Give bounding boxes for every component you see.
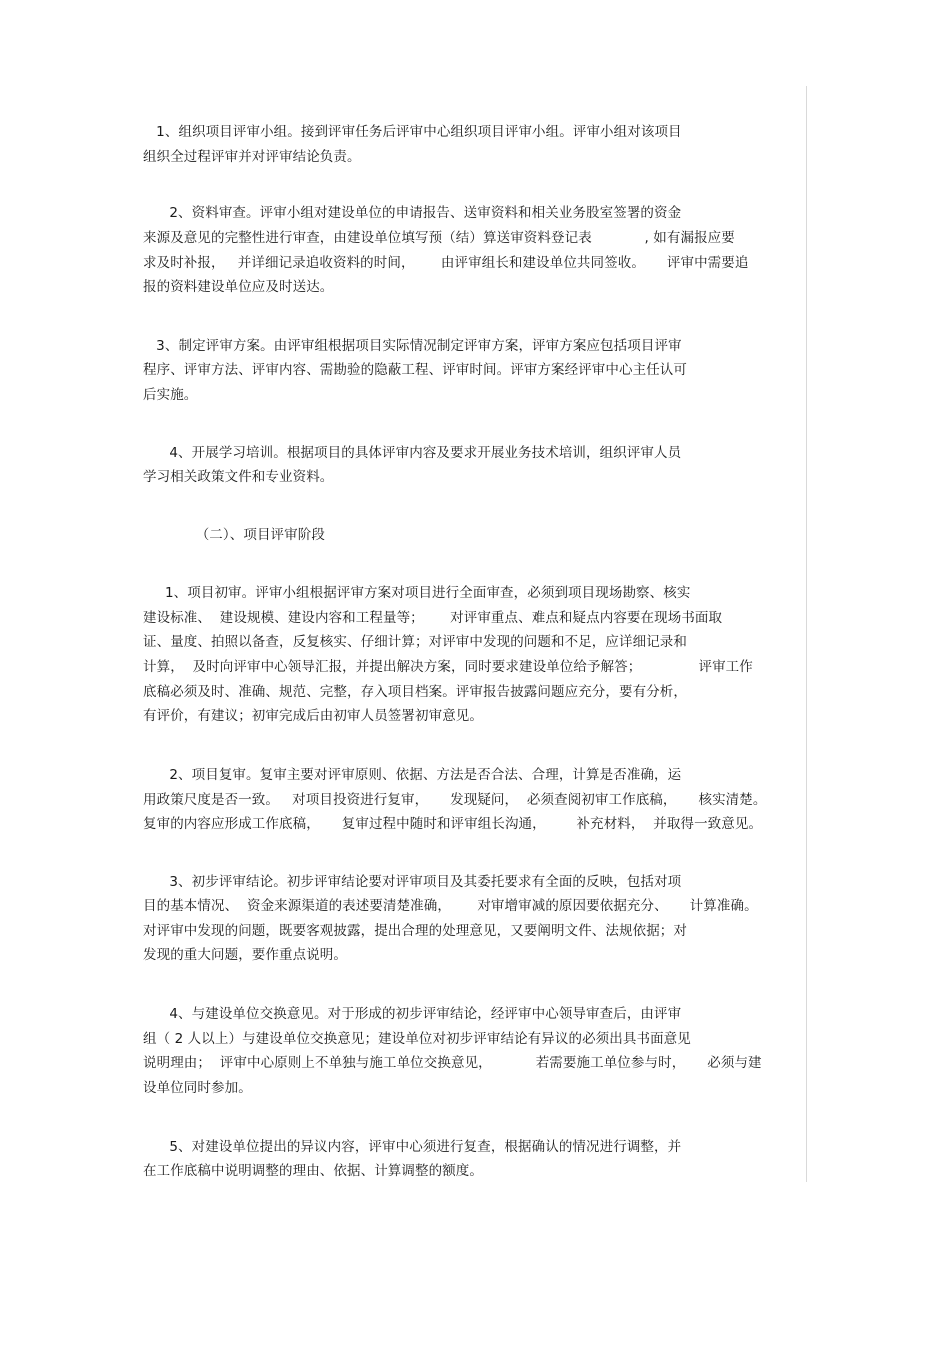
text-line: 1、组织项目评审小组。接到评审任务后评审中心组织项目评审小组。评审小组对该项目 <box>143 124 682 140</box>
text-line: 证、量度、拍照以备查，反复核实、仔细计算；对评审中发现的问题和不足，应详细记录和 <box>143 634 687 650</box>
text-line: 复审的内容应形成工作底稿， 复审过程中随时和评审组长沟通， 补充材料， 并取得一致意见。 <box>143 816 763 832</box>
text-line: 4、与建设单位交换意见。对于形成的初步评审结论，经评审中心领导审查后，由评审 <box>143 1006 682 1022</box>
text-line: 后实施。 <box>143 387 198 403</box>
text-line: 用政策尺度是否一致。 对项目投资进行复审， 发现疑问， 必须查阅初审工作底稿， 核实清楚。 <box>143 792 767 808</box>
text-line: 设单位同时参加。 <box>143 1080 252 1096</box>
text-line: 底稿必须及时、准确、规范、完整，存入项目档案。评审报告披露问题应充分，要有分析， <box>143 684 687 700</box>
text-line: 5、对建设单位提出的异议内容，评审中心须进行复查，根据确认的情况进行调整，并 <box>143 1139 682 1155</box>
text-line: 1、项目初审。评审小组根据评审方案对项目进行全面审查，必须到项目现场勘察、核实 <box>143 585 691 601</box>
text-line: 说明理由； 评审中心原则上不单独与施工单位交换意见， 若需要施工单位参与时， 必须与建 <box>143 1055 762 1071</box>
text-line: 3、初步评审结论。初步评审结论要对评审项目及其委托要求有全面的反映，包括对项 <box>143 874 682 890</box>
text-line: 计算， 及时向评审中心领导汇报，并提出解决方案，同时要求建设单位给予解答； 评审工作 <box>143 659 753 675</box>
text-line: 3、制定评审方案。由评审组根据项目实际情况制定评审方案，评审方案应包括项目评审 <box>143 338 682 354</box>
text-line: 组（ 2 人以上）与建设单位交换意见；建设单位对初步评审结论有异议的必须出具书面意见 <box>143 1031 691 1047</box>
text-line: 学习相关政策文件和专业资料。 <box>143 469 334 485</box>
text-line: 来源及意见的完整性进行审查，由建设单位填写预（结）算送审资料登记表 , 如有漏报应要 <box>143 230 735 246</box>
text-line: 求及时补报， 并详细记录追收资料的时间， 由评审组长和建设单位共同签收。 评审中需要追 <box>143 255 749 271</box>
text-line: 目的基本情况、 资金来源渠道的表述要清楚准确， 对审增审减的原因要依据充分、 计算准确。 <box>143 898 758 914</box>
text-line: 建设标准、 建设规模、建设内容和工程量等； 对评审重点、难点和疑点内容要在现场书面取 <box>143 610 723 626</box>
text-line: 组织全过程评审并对评审结论负责。 <box>143 149 361 165</box>
text-line: 程序、评审方法、评审内容、需勘验的隐蔽工程、评审时间。评审方案经评审中心主任认可 <box>143 362 687 378</box>
text-line: 在工作底稿中说明调整的理由、依据、计算调整的额度。 <box>143 1163 483 1179</box>
text-line: 发现的重大问题，要作重点说明。 <box>143 947 347 963</box>
text-line: 2、项目复审。复审主要对评审原则、依据、方法是否合法、合理，计算是否准确，运 <box>143 767 682 783</box>
section-heading: （二）、项目评审阶段 <box>143 527 325 543</box>
text-line: 4、开展学习培训。根据项目的具体评审内容及要求开展业务技术培训，组织评审人员 <box>143 445 682 461</box>
text-line: 报的资料建设单位应及时送达。 <box>143 279 334 295</box>
text-line: 有评价，有建议；初审完成后由初审人员签署初审意见。 <box>143 708 483 724</box>
text-line: 2、资料审查。评审小组对建设单位的申请报告、送审资料和相关业务股室签署的资金 <box>143 205 682 221</box>
text-line: 对评审中发现的问题，既要客观披露，提出合理的处理意见，又要阐明文件、法规依据；对 <box>143 923 687 939</box>
